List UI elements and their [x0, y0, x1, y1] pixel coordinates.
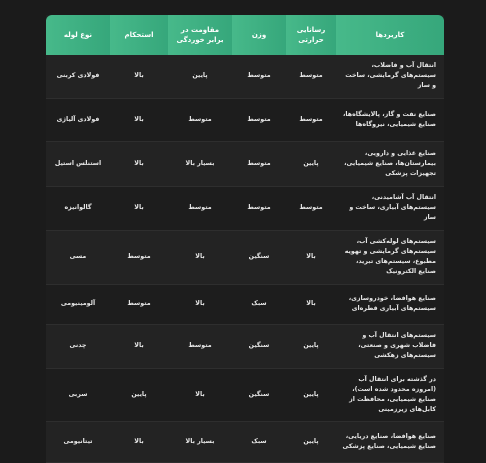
cell-conductivity: متوسط	[286, 186, 336, 230]
cell-corrosion: بالا	[168, 368, 232, 421]
cell-corrosion: بالا	[168, 284, 232, 324]
cell-uses: صنایع هوافضا، خودروسازی، سیستم‌های آبیاری قطره‌ای	[336, 284, 444, 324]
cell-weight: متوسط	[232, 141, 286, 186]
table-row	[46, 98, 444, 141]
cell-conductivity: پایین	[286, 141, 336, 186]
cell-strength: بالا	[110, 324, 168, 368]
cell-conductivity: متوسط	[286, 98, 336, 141]
cell-uses: انتقال آب آشامیدنی، سیستم‌های آبیاری، ساخت و ساز	[336, 186, 444, 230]
table-row	[46, 284, 444, 324]
cell-weight: سنگین	[232, 230, 286, 284]
cell-uses: صنایع هوافضا، صنایع دریایی، صنایع شیمیایی، صنایع پزشکی	[336, 421, 444, 462]
cell-conductivity: متوسط	[286, 55, 336, 98]
cell-weight: سبک	[232, 284, 286, 324]
table-row	[46, 141, 444, 186]
cell-uses: سیستم‌های انتقال آب و فاضلاب شهری و صنعتی، سیستم‌های زهکشی	[336, 324, 444, 368]
cell-weight: متوسط	[232, 55, 286, 98]
cell-weight: متوسط	[232, 186, 286, 230]
cell-corrosion: بسیار بالا	[168, 421, 232, 462]
cell-pipe-type: فولادی کربنی	[46, 55, 110, 98]
cell-pipe-type: چدنی	[46, 324, 110, 368]
cell-corrosion: متوسط	[168, 324, 232, 368]
cell-strength: بالا	[110, 186, 168, 230]
cell-strength: بالا	[110, 55, 168, 98]
header-strength: استحکام	[110, 15, 168, 55]
cell-uses: صنایع نفت و گاز، پالایشگاه‌ها، صنایع شیمیایی، نیروگاه‌ها	[336, 98, 444, 141]
cell-uses: صنایع غذایی و دارویی، بیمارستان‌ها، صنایع شیمیایی، تجهیزات پزشکی	[336, 141, 444, 186]
cell-uses: سیستم‌های لوله‌کشی آب، سیستم‌های گرمایشی و تهویه مطبوع، سیستم‌های تبرید، صنایع الکترونیک	[336, 230, 444, 284]
table-row	[46, 186, 444, 230]
cell-conductivity: پایین	[286, 324, 336, 368]
header-pipe-type: نوع لوله	[46, 15, 110, 55]
cell-strength: بالا	[110, 421, 168, 462]
cell-corrosion: بالا	[168, 230, 232, 284]
cell-strength: متوسط	[110, 284, 168, 324]
cell-pipe-type: تیتانیومی	[46, 421, 110, 462]
cell-pipe-type: سربی	[46, 368, 110, 421]
table-row	[46, 368, 444, 421]
cell-weight: سنگین	[232, 368, 286, 421]
cell-uses: انتقال آب و فاضلاب، سیستم‌های گرمایشی، ساخت و ساز	[336, 55, 444, 98]
header-weight: وزن	[232, 15, 286, 55]
cell-weight: سنگین	[232, 324, 286, 368]
table-row	[46, 421, 444, 462]
cell-strength: متوسط	[110, 230, 168, 284]
header-corrosion: مقاومت در برابر خوردگی	[168, 15, 232, 55]
table-body	[46, 55, 444, 462]
cell-weight: متوسط	[232, 98, 286, 141]
cell-pipe-type: آلومینیومی	[46, 284, 110, 324]
cell-pipe-type: فولادی آلیاژی	[46, 98, 110, 141]
cell-pipe-type: استنلس استیل	[46, 141, 110, 186]
cell-corrosion: متوسط	[168, 98, 232, 141]
cell-strength: پایین	[110, 368, 168, 421]
cell-uses: در گذشته برای انتقال آب (امروزه محدود شده است)، صنایع شیمیایی، محافظت از کابل‌های زیرزمینی	[336, 368, 444, 421]
table-header	[46, 15, 444, 55]
header-conductivity: رسانایی حرارتی	[286, 15, 336, 55]
header-uses: کاربردها	[336, 15, 444, 55]
cell-corrosion: بسیار بالا	[168, 141, 232, 186]
pipe-comparison-table	[46, 15, 444, 463]
cell-strength: بالا	[110, 98, 168, 141]
cell-conductivity: پایین	[286, 368, 336, 421]
table-row	[46, 230, 444, 284]
cell-weight: سبک	[232, 421, 286, 462]
materials-comparison-table-wrapper	[46, 15, 444, 463]
cell-pipe-type: گالوانیزه	[46, 186, 110, 230]
table-row	[46, 324, 444, 368]
cell-pipe-type: مسی	[46, 230, 110, 284]
cell-conductivity: بالا	[286, 230, 336, 284]
table-row	[46, 55, 444, 98]
cell-corrosion: متوسط	[168, 186, 232, 230]
cell-corrosion: پایین	[168, 55, 232, 98]
cell-strength: بالا	[110, 141, 168, 186]
cell-conductivity: پایین	[286, 421, 336, 462]
cell-conductivity: بالا	[286, 284, 336, 324]
